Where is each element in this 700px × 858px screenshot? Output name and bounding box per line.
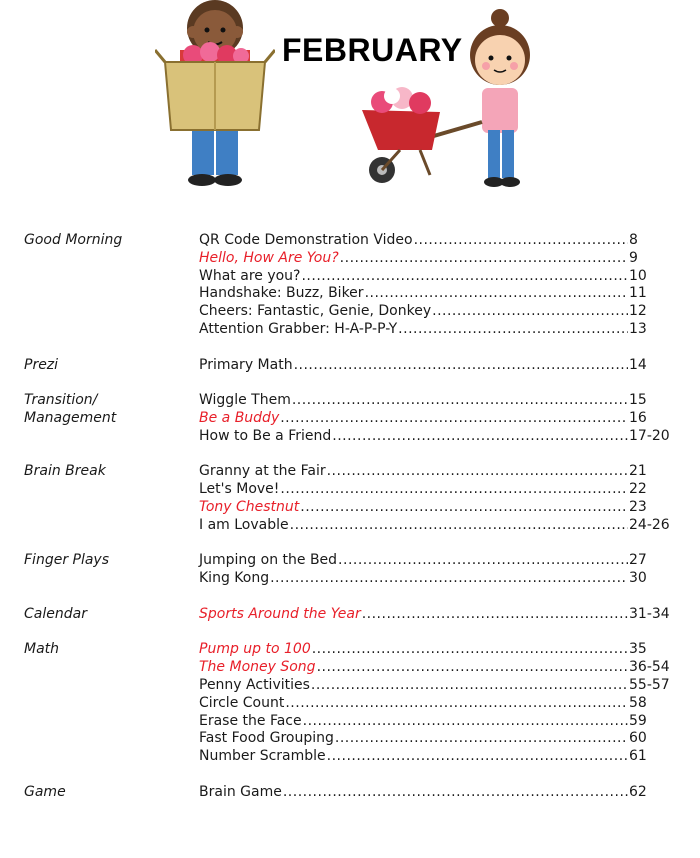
entry-title: Brain Game: [199, 783, 282, 800]
toc-section: [0, 552, 700, 588]
entry-page-number: 24-26: [629, 516, 670, 533]
toc-entry: [199, 463, 669, 481]
dot-leader: [292, 392, 628, 410]
toc-entry: [199, 606, 669, 624]
dot-leader: [303, 713, 628, 731]
toc-entry: [199, 410, 669, 428]
entry-page-number: 61: [629, 748, 647, 765]
entry-title: Handshake: Buzz, Biker: [199, 285, 364, 302]
dot-leader: [280, 410, 628, 428]
entry-title: Circle Count: [199, 694, 285, 711]
entry-page-number: 36-54: [629, 659, 670, 676]
toc-entry: [199, 517, 669, 535]
dot-leader: [338, 552, 628, 570]
toc-entry: [199, 784, 669, 802]
entry-page-number: 21: [629, 463, 647, 480]
entry-page-number: 15: [629, 392, 647, 409]
entry-title: Number Scramble: [199, 748, 326, 765]
toc-entry: [199, 250, 669, 268]
section-label: Good Morning: [24, 232, 123, 248]
dot-leader: [290, 517, 628, 535]
entry-page-number: 22: [629, 481, 647, 498]
entry-page-number: 55-57: [629, 676, 670, 693]
dot-leader: [432, 303, 628, 321]
dot-leader: [414, 232, 628, 250]
dot-leader: [312, 641, 628, 659]
entry-page-number: 13: [629, 320, 647, 337]
toc-entry: [199, 659, 669, 677]
entry-page-number: 16: [629, 409, 647, 426]
section-label: Game: [24, 783, 66, 800]
dot-leader: [362, 606, 628, 624]
dot-leader: [301, 268, 628, 286]
entry-page-number: 8: [629, 232, 638, 248]
entry-title: I am Lovable: [199, 516, 289, 533]
dot-leader: [327, 748, 628, 766]
entry-page-number: 23: [629, 498, 647, 515]
dot-leader: [317, 659, 628, 677]
entry-page-number: 10: [629, 267, 647, 284]
dot-leader: [300, 499, 628, 517]
toc-entry: [199, 730, 669, 748]
dot-leader: [270, 570, 628, 588]
entry-page-number: 31-34: [629, 605, 670, 622]
entry-page-number: 14: [629, 356, 647, 373]
dot-leader: [285, 695, 628, 713]
toc-entry: [199, 748, 669, 766]
section-label: Transition/ Management: [24, 392, 117, 426]
section-entries: [199, 392, 669, 445]
section-label: Prezi: [24, 356, 59, 373]
dot-leader: [365, 285, 628, 303]
entry-page-number: 30: [629, 570, 647, 587]
entry-page-number: 12: [629, 303, 647, 320]
toc-section: [0, 392, 700, 445]
entry-page-number: 17-20: [629, 427, 670, 444]
entry-title: Fast Food Grouping: [199, 730, 334, 747]
dot-leader: [327, 463, 628, 481]
toc-entry: [199, 357, 669, 375]
entry-title: The Money Song: [199, 659, 316, 676]
entry-page-number: 27: [629, 552, 647, 569]
toc-entry: [199, 713, 669, 731]
entry-title: Tony Chestnut: [199, 498, 300, 515]
toc-entry: [199, 268, 669, 286]
entry-page-number: 59: [629, 712, 647, 729]
dot-leader: [340, 250, 628, 268]
toc-entry: [199, 392, 669, 410]
section-entries: [199, 357, 669, 375]
header: [0, 0, 700, 200]
section-entries: [199, 232, 669, 339]
entry-page-number: 35: [629, 641, 647, 658]
entry-title: How to Be a Friend: [199, 427, 332, 444]
entry-title: Granny at the Fair: [199, 463, 326, 480]
table-of-contents: [0, 232, 700, 819]
entry-title: Penny Activities: [199, 676, 310, 693]
page-title: FEBRUARY: [282, 32, 463, 68]
toc-entry: [199, 695, 669, 713]
section-entries: [199, 606, 669, 624]
entry-page-number: 62: [629, 783, 647, 800]
entry-title: Be a Buddy: [199, 409, 280, 426]
dot-leader: [311, 677, 628, 695]
entry-title: Wiggle Them: [199, 392, 291, 409]
section-label: Finger Plays: [24, 552, 110, 569]
section-entries: [199, 552, 669, 588]
entry-page-number: 9: [629, 249, 638, 266]
entry-title: Pump up to 100: [199, 641, 311, 658]
entry-page-number: 60: [629, 730, 647, 747]
dot-leader: [283, 784, 628, 802]
toc-entry: [199, 677, 669, 695]
entry-page-number: 11: [629, 285, 647, 302]
toc-section: [0, 784, 700, 802]
toc-entry: [199, 570, 669, 588]
toc-section: [0, 232, 700, 339]
toc-entry: [199, 285, 669, 303]
section-entries: [199, 641, 669, 766]
section-label: Brain Break: [24, 463, 106, 480]
dot-leader: [335, 730, 628, 748]
toc-entry: [199, 428, 669, 446]
toc-entry: [199, 232, 669, 250]
entry-title: What are you?: [199, 267, 301, 284]
entry-title: Erase the Face: [199, 712, 302, 729]
entry-title: QR Code Demonstration Video: [199, 232, 413, 248]
section-entries: [199, 463, 669, 534]
toc-entry: [199, 321, 669, 339]
toc-entry: [199, 481, 669, 499]
section-label: Calendar: [24, 605, 87, 622]
entry-title: Cheers: Fantastic, Genie, Donkey: [199, 303, 432, 320]
entry-title: King Kong: [199, 570, 270, 587]
entry-page-number: 58: [629, 694, 647, 711]
toc-section: [0, 357, 700, 375]
entry-title: Hello, How Are You?: [199, 249, 339, 266]
entry-title: Sports Around the Year: [199, 605, 361, 622]
girl-with-wheelbarrow-illustration: [360, 0, 540, 195]
boy-with-box-of-hearts-illustration: [155, 0, 275, 190]
section-entries: [199, 784, 669, 802]
toc-entry: [199, 641, 669, 659]
toc-entry: [199, 552, 669, 570]
toc-section: [0, 641, 700, 766]
toc-section: [0, 606, 700, 624]
entry-title: Let's Move!: [199, 481, 280, 498]
entry-title: Attention Grabber: H-A-P-P-Y: [199, 320, 398, 337]
toc-entry: [199, 499, 669, 517]
toc-section: [0, 463, 700, 534]
dot-leader: [332, 428, 628, 446]
entry-title: Primary Math: [199, 356, 293, 373]
dot-leader: [280, 481, 628, 499]
toc-entry: [199, 303, 669, 321]
dot-leader: [398, 321, 628, 339]
entry-title: Jumping on the Bed: [199, 552, 338, 569]
section-label: Math: [24, 641, 60, 658]
dot-leader: [294, 357, 628, 375]
